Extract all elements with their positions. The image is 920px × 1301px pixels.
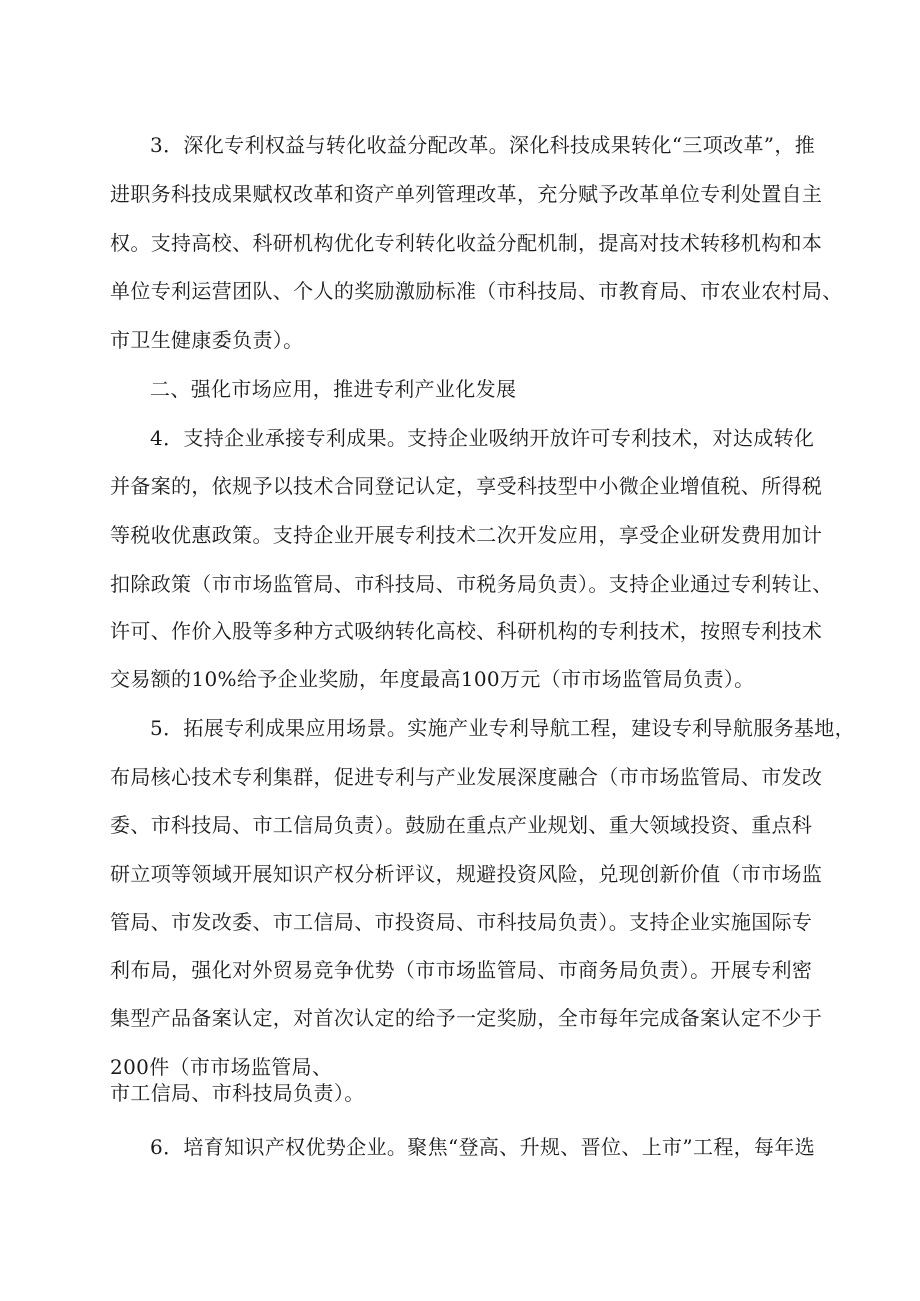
paragraph-line: 权。支持高校、科研机构优化专利转化收益分配机制，提高对技术转移机构和本 bbox=[110, 231, 823, 255]
paragraph-line: 单位专利运营团队、个人的奖励激励标准（市科技局、市教育局、市农业农村局、 bbox=[110, 279, 843, 303]
paragraph-line: 许可、作价入股等多种方式吸纳转化高校、科研机构的专利技术，按照专利技术 bbox=[110, 619, 823, 643]
paragraph-line: 集型产品备案认定，对首次认定的给予一定奖励，全市每年完成备案认定不少于 bbox=[110, 1006, 823, 1030]
paragraph-line: 3．深化专利权益与转化收益分配改革。深化科技成果转化“三项改革”，推 bbox=[150, 133, 816, 157]
paragraph-line: 布局核心技术专利集群，促进专利与产业发展深度融合（市市场监管局、市发改 bbox=[110, 765, 823, 789]
paragraph-line: 并备案的，依规予以技术合同登记认定，享受科技型中小微企业增值税、所得税 bbox=[110, 474, 823, 498]
paragraph-line: 6．培育知识产权优势企业。聚焦“登高、升规、晋位、上市”工程，每年选 bbox=[150, 1135, 816, 1159]
paragraph-line: 交易额的10%给予企业奖励，年度最高100万元（市市场监管局负责）。 bbox=[110, 667, 755, 691]
paragraph-line: 市卫生健康委负责）。 bbox=[110, 328, 304, 352]
paragraph-line: 市工信局、市科技局负责）。 bbox=[110, 1081, 365, 1105]
paragraph-line: 5．拓展专利成果应用场景。实施产业专利导航工程，建设专利导航服务基地， bbox=[150, 716, 855, 740]
paragraph-line: 进职务科技成果赋权改革和资产单列管理改革，充分赋予改革单位专利处置自主 bbox=[110, 182, 823, 206]
section-heading: 二、强化市场应用，推进专利产业化发展 bbox=[150, 377, 517, 401]
paragraph-line: 管局、市发改委、市工信局、市投资局、市科技局负责）。支持企业实施国际专 bbox=[110, 910, 813, 934]
paragraph-line: 200件（市市场监管局、 bbox=[110, 1055, 333, 1079]
paragraph-line: 委、市科技局、市工信局负责）。鼓励在重点产业规划、重大领域投资、重点科 bbox=[110, 813, 813, 837]
paragraph-line: 4．支持企业承接专利成果。支持企业吸纳开放许可专利技术，对达成转化 bbox=[150, 426, 815, 450]
paragraph-line: 研立项等领域开展知识产权分析评议，规避投资风险，兑现创新价值（市市场监 bbox=[110, 862, 823, 886]
paragraph-line: 等税收优惠政策。支持企业开展专利技术二次开发应用，享受企业研发费用加计 bbox=[110, 523, 823, 547]
paragraph-line: 扣除政策（市市场监管局、市科技局、市税务局负责）。支持企业通过专利转让、 bbox=[110, 572, 833, 596]
paragraph-line: 利布局，强化对外贸易竞争优势（市市场监管局、市商务局负责）。开展专利密 bbox=[110, 958, 813, 982]
